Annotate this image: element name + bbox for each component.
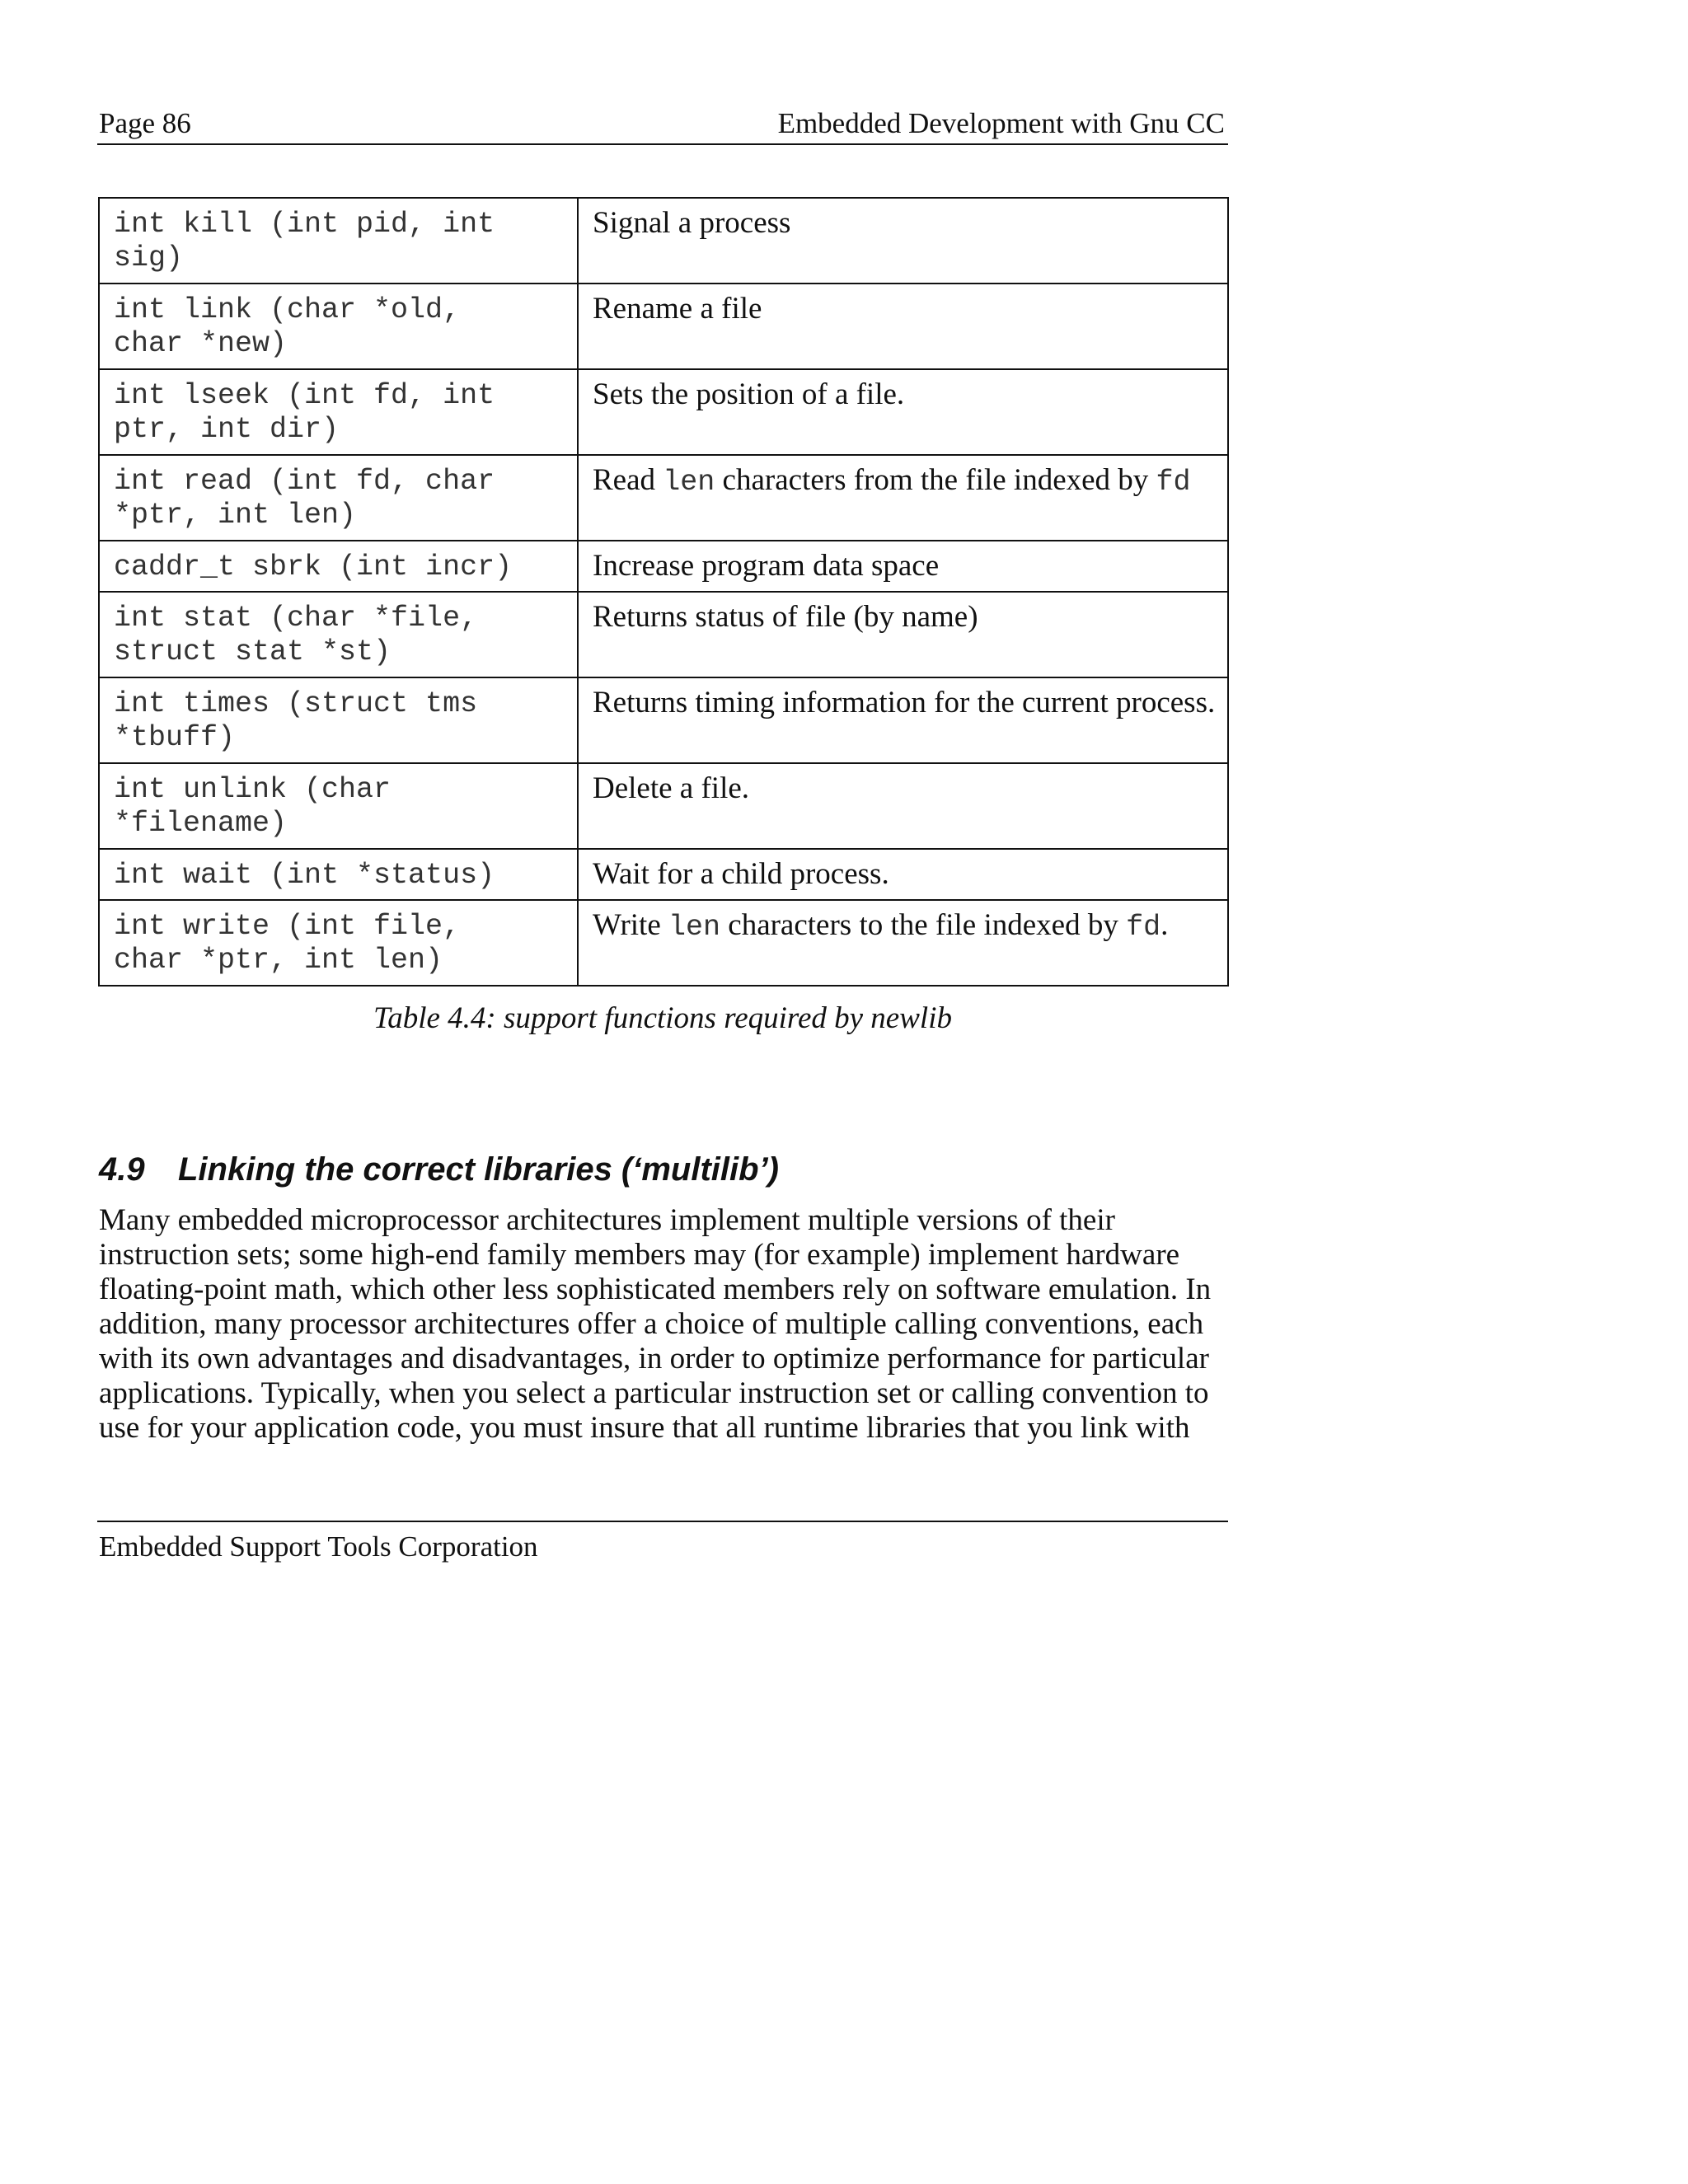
table-row bbox=[99, 763, 1228, 849]
function-description: Rename a file bbox=[578, 284, 1228, 369]
function-description: Returns timing information for the current process. bbox=[578, 677, 1228, 763]
paragraph-line: applications. Typically, when you select a particular instruction set or calling convention to bbox=[99, 1376, 1209, 1410]
function-signature: int write (int file, char *ptr, int len) bbox=[99, 900, 578, 986]
function-signature: int link (char *old, char *new) bbox=[99, 284, 578, 369]
function-description: Returns status of file (by name) bbox=[578, 592, 1228, 677]
function-signature: int wait (int *status) bbox=[99, 849, 578, 900]
function-signature: int stat (char *file, struct stat *st) bbox=[99, 592, 578, 677]
body-paragraph bbox=[99, 1203, 1236, 1446]
paragraph-line: addition, many processor architectures offer a choice of multiple calling conventions, each bbox=[99, 1307, 1204, 1341]
support-functions-table bbox=[98, 197, 1229, 987]
function-signature: caddr_t sbrk (int incr) bbox=[99, 541, 578, 592]
book-title: Embedded Development with Gnu CC bbox=[777, 107, 1225, 139]
table-row bbox=[99, 849, 1228, 900]
table-row bbox=[99, 592, 1228, 677]
table-row bbox=[99, 369, 1228, 455]
section-number: 4.9 bbox=[99, 1151, 145, 1188]
paragraph-line: use for your application code, you must insure that all runtime libraries that you link with bbox=[99, 1411, 1190, 1445]
function-signature: int unlink (char *filename) bbox=[99, 763, 578, 849]
paragraph-line: floating-point math, which other less sophisticated members rely on software emulation. In bbox=[99, 1272, 1212, 1306]
function-signature: int times (struct tms *tbuff) bbox=[99, 677, 578, 763]
function-description: Wait for a child process. bbox=[578, 849, 1228, 900]
paragraph-line: Many embedded microprocessor architectures implement multiple versions of their bbox=[99, 1203, 1115, 1237]
table-row bbox=[99, 541, 1228, 592]
table-caption: Table 4.4: support functions required by newlib bbox=[373, 1001, 952, 1035]
function-description: Write len characters to the file indexed by fd. bbox=[578, 900, 1228, 986]
function-description: Delete a file. bbox=[578, 763, 1228, 849]
function-description: Sets the position of a file. bbox=[578, 369, 1228, 455]
table-row bbox=[99, 677, 1228, 763]
company-name: Embedded Support Tools Corporation bbox=[99, 1530, 538, 1563]
function-description: Increase program data space bbox=[578, 541, 1228, 592]
page-header bbox=[97, 104, 1228, 145]
paragraph-line: instruction sets; some high-end family members may (for example) implement hardware bbox=[99, 1238, 1180, 1272]
function-signature: int lseek (int fd, int ptr, int dir) bbox=[99, 369, 578, 455]
section-heading bbox=[99, 1148, 779, 1191]
table-row bbox=[99, 455, 1228, 541]
table-row bbox=[99, 284, 1228, 369]
table-row bbox=[99, 900, 1228, 986]
page-number: Page 86 bbox=[99, 107, 191, 139]
function-signature: int kill (int pid, int sig) bbox=[99, 198, 578, 284]
function-description: Signal a process bbox=[578, 198, 1228, 284]
function-description: Read len characters from the file indexed by fd bbox=[578, 455, 1228, 541]
section-title: Linking the correct libraries (‘multilib’) bbox=[178, 1151, 780, 1188]
page-footer bbox=[97, 1521, 1228, 1567]
table-row bbox=[99, 198, 1228, 284]
paragraph-line: with its own advantages and disadvantages, in order to optimize performance for particular bbox=[99, 1342, 1209, 1376]
function-signature: int read (int fd, char *ptr, int len) bbox=[99, 455, 578, 541]
